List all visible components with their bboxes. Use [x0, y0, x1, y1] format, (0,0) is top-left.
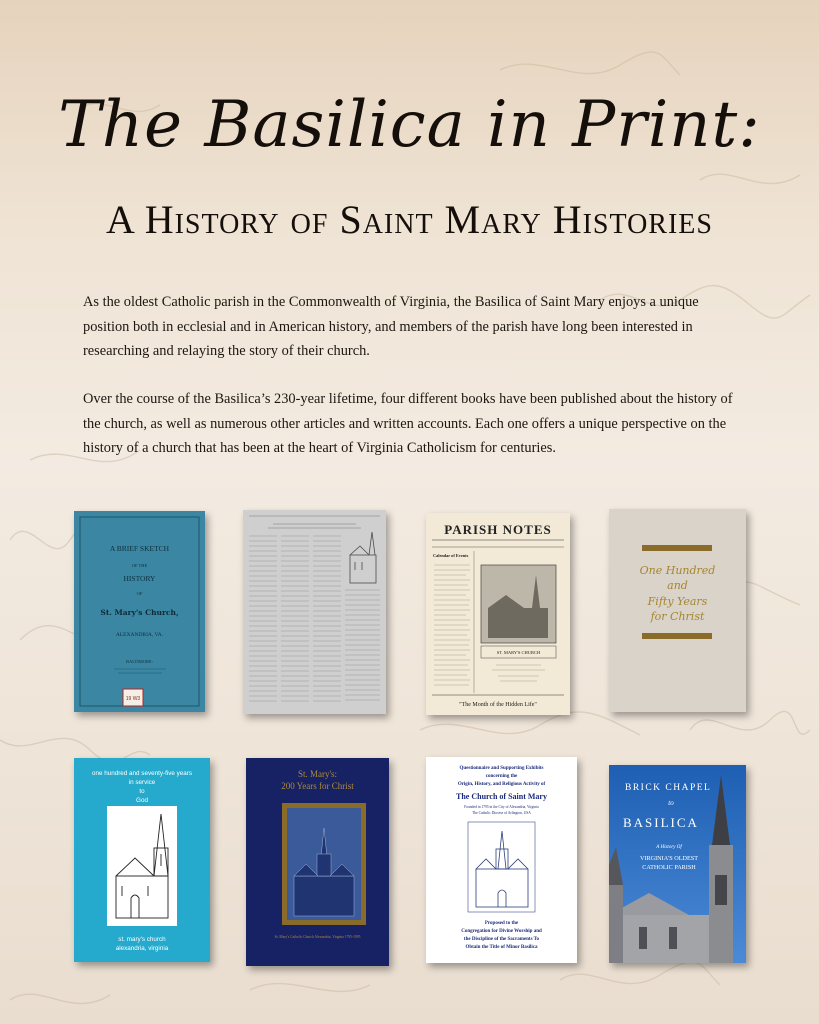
brick-chapel-line5: VIRGINIA'S OLDEST [639, 855, 699, 862]
200-years-cover-art [246, 758, 389, 966]
200-years-footer: St. Mary's Catholic Church Alexandria, Virginia 1795-1995 [274, 935, 361, 939]
questionnaire-h2: concerning the [485, 774, 518, 779]
history-paragraph: Over the course of the Basilica’s 230-year lifetime, four different books have been published about the history of the church, as well as numerous other articles and written accounts. Each one offers a unique perspective on the history of a church that has been at the heart of Virginia Catholicism for centuries. [83, 391, 733, 456]
gold-border-bottom [642, 633, 712, 639]
newspaper-clipping-art [243, 510, 386, 714]
200-years-line1: St. Mary's: [297, 769, 338, 779]
brief-sketch-line5: St. Mary's Church, [100, 608, 179, 617]
newspaper-article-clipping [243, 510, 386, 714]
brick-chapel-line1: BRICK CHAPEL [625, 783, 712, 793]
questionnaire-sub2: The Catholic Diocese of Arlington, USA [472, 811, 531, 815]
150-years-line1: One Hundred [639, 564, 716, 577]
gold-border-top [642, 545, 712, 551]
book-cover-150-years [609, 509, 746, 712]
175-years-line1: one hundred and seventy-five years [91, 770, 193, 777]
parish-notes-cover-art [426, 513, 570, 715]
brief-sketch-cover-art [74, 511, 205, 712]
brief-sketch-line4: OF [136, 591, 143, 596]
175-years-line4: God [136, 797, 148, 804]
questionnaire-f4: Obtain the Title of Minor Basilica [465, 945, 538, 950]
brick-chapel-line4: A History Of [656, 845, 682, 850]
150-years-line3: Fifty Years [647, 595, 708, 608]
book-cover-200-years [246, 758, 389, 966]
brief-sketch-line7: BALTIMORE: [125, 659, 154, 664]
book-cover-brief-sketch [74, 511, 205, 712]
175-years-cover-art [74, 758, 210, 962]
questionnaire-h1: Questionnaire and Supporting Exhibits [459, 766, 544, 771]
150-years-cover-art [609, 509, 746, 712]
brief-sketch-line2: OF THE [131, 563, 148, 568]
page-title-script: The Basilica in Print: [58, 88, 761, 162]
questionnaire-f3: the Discipline of the Sacraments To [463, 937, 540, 942]
200-years-line2: 200 Years for Christ [281, 781, 354, 791]
page-subtitle: A History of Saint Mary Histories [106, 197, 713, 242]
175-years-bottom1: st. mary's church [118, 936, 166, 943]
brief-sketch-line1: A BRIEF SKETCH [109, 544, 170, 553]
150-years-line2: and [667, 579, 688, 592]
questionnaire-h3: Origin, History, and Religious Activity of [457, 782, 546, 787]
questionnaire-f2: Congregation for Divine Worship and [461, 929, 542, 934]
parish-notes-title: PARISH NOTES [444, 522, 552, 537]
calendar-label: Calendar of Events [433, 553, 469, 558]
book-cover-questionnaire [426, 757, 577, 963]
parish-notes-quote: "The Month of the Hidden Life" [459, 702, 537, 708]
parish-notes-caption: ST. MARY'S CHURCH [496, 650, 541, 655]
150-years-line4: for Christ [650, 610, 705, 623]
brick-chapel-line3: BASILICA [623, 815, 699, 830]
questionnaire-title: The Church of Saint Mary [456, 792, 547, 801]
library-sticker: 19 W3 [125, 696, 141, 702]
brick-chapel-line2: to [668, 799, 674, 807]
175-years-bottom2: alexandria, virginia [115, 945, 169, 952]
brief-sketch-line6: ALEXANDRIA, VA. [115, 632, 164, 638]
questionnaire-f1: Proposed to the [484, 921, 519, 926]
questionnaire-cover-art [426, 757, 577, 963]
brick-chapel-line6: CATHOLIC PARISH [642, 864, 696, 871]
175-years-line3: to [139, 788, 145, 795]
brief-sketch-line3: HISTORY [123, 574, 156, 583]
brick-chapel-cover-art [609, 765, 746, 963]
book-cover-175-years [74, 758, 210, 962]
175-years-line2: in service [128, 779, 156, 786]
intro-paragraph: As the oldest Catholic parish in the Commonwealth of Virginia, the Basilica of Saint Mary enjoys a unique position both in ecclesial and in American history, and members of the parish have long been interested in researching and relaying the story of their church. [83, 294, 699, 359]
book-cover-brick-chapel [609, 765, 746, 963]
questionnaire-sub1: Founded in 1795 in the City of Alexandria, Virginia [464, 805, 539, 809]
book-cover-parish-notes [426, 513, 570, 715]
